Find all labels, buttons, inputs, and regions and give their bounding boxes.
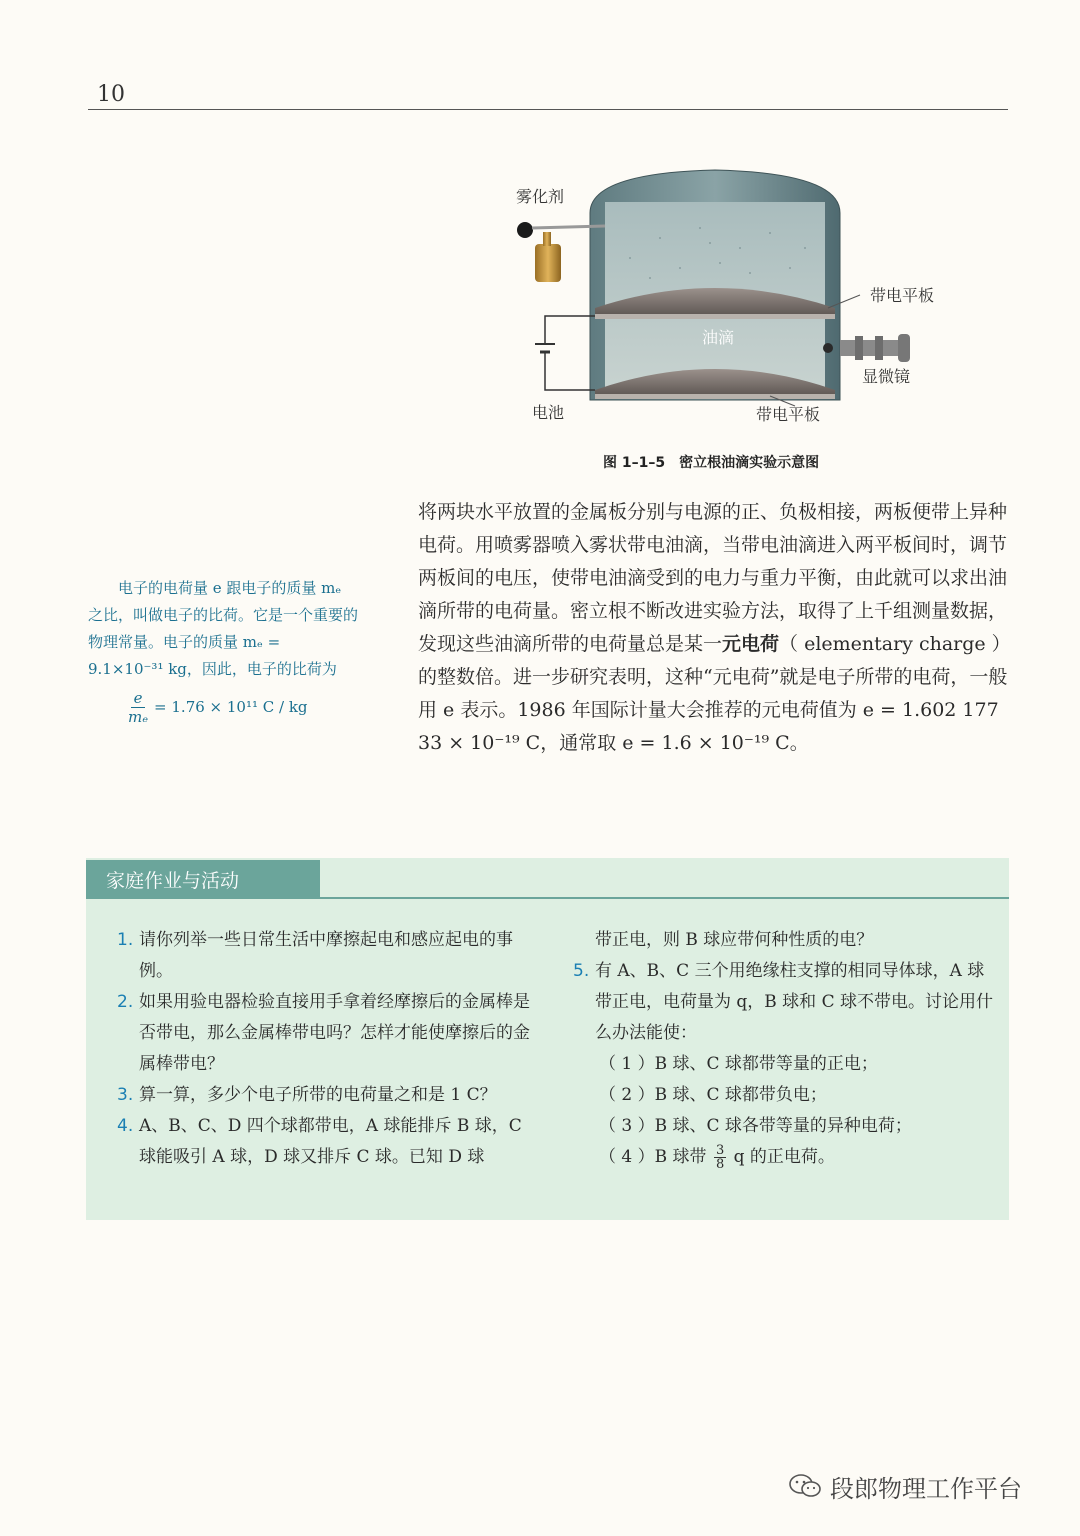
item-number: 2. bbox=[117, 992, 134, 1012]
specific-charge-formula bbox=[88, 689, 360, 726]
item-number: 1. bbox=[117, 930, 134, 950]
header-rule bbox=[88, 109, 1008, 110]
watermark bbox=[788, 1466, 1048, 1506]
homework-item bbox=[117, 925, 532, 987]
fraction-numerator: 3 bbox=[715, 1143, 725, 1158]
sub-item: （ 2 ）B 球、C 球都带负电； bbox=[599, 1085, 827, 1105]
homework-item bbox=[117, 987, 532, 1080]
item-text: 带正电，则 B 球应带何种性质的电？ bbox=[595, 930, 874, 950]
item-number bbox=[573, 925, 595, 956]
label-charged-plate-bottom: 带电平板 bbox=[756, 405, 821, 424]
main-text-part2: （ elementary charge ）的整数倍。进一步研究表明，这种“元电荷”就是电子所带的电荷，一般用 e 表示。1986 年国际计量大会推荐的元电荷值为 e = 1.602 177 33 × 10⁻¹⁹ C，通常取 e = 1.6 × 10⁻¹⁹ C。 bbox=[418, 633, 1008, 754]
item-text: 请你列举一些日常生活中摩擦起电和感应起电的事例。 bbox=[139, 930, 513, 981]
item-number: 4. bbox=[117, 1116, 134, 1136]
sub-item: （ 3 ）B 球、C 球各带等量的异种电荷； bbox=[599, 1116, 912, 1136]
formula-rhs: = 1.76 × 10¹¹ C / kg bbox=[154, 698, 308, 716]
main-text-part1: 将两块水平放置的金属板分别与电源的正、负极相接，两板便带上异种电荷。用喷雾器喷入雾状带电油滴，当带电油滴进入两平板间时，调节两板间的电压，使带电油滴受到的电力与重力平衡，由此就可以求出油滴所带的电荷量。密立根不断改进实验方法，取得了上千组测量数据，发现这些油滴所带的电荷量总是某一 bbox=[418, 501, 1008, 655]
sub-item bbox=[573, 1142, 993, 1173]
item-number: 3. bbox=[117, 1085, 134, 1105]
label-battery: 电池 bbox=[532, 403, 565, 422]
item-text: 有 A、B、C 三个用绝缘柱支撑的相同导体球，A 球带正电，电荷量为 q，B 球和 C 球不带电。讨论用什么办法能使： bbox=[595, 961, 993, 1043]
label-oil-drop: 油滴 bbox=[702, 328, 735, 347]
main-paragraph bbox=[418, 496, 1010, 760]
homework-item bbox=[117, 1111, 532, 1173]
homework-rule bbox=[86, 897, 1009, 899]
sidebar-note bbox=[88, 575, 360, 726]
label-charged-plate-top: 带电平板 bbox=[870, 286, 935, 305]
item-text: 算一算，多少个电子所带的电荷量之和是 1 C？ bbox=[139, 1085, 497, 1105]
millikan-figure bbox=[510, 168, 950, 438]
page-number: 10 bbox=[97, 82, 125, 107]
item-text: A、B、C、D 四个球都带电，A 球能排斥 B 球，C 球能吸引 A 球，D 球又排斥 C 球。已知 D 球 bbox=[139, 1116, 522, 1167]
item-text: 如果用验电器检验直接用手拿着经摩擦后的金属棒是否带电，那么金属棒带电吗？怎样才能使摩擦后的金属棒带电？ bbox=[139, 992, 530, 1074]
sub-item: （ 1 ）B 球、C 球都带等量的正电； bbox=[599, 1054, 878, 1074]
homework-item bbox=[573, 956, 993, 1049]
formula-numerator: e bbox=[131, 689, 146, 708]
fraction bbox=[714, 1144, 726, 1171]
formula-denominator: mₑ bbox=[128, 708, 149, 726]
label-microscope: 显微镜 bbox=[862, 367, 911, 386]
homework-left-column bbox=[117, 925, 532, 1173]
sub-item-prefix: （ 4 ）B 球带 bbox=[599, 1147, 707, 1167]
homework-item bbox=[117, 1080, 532, 1111]
figure-caption: 图 1–1–5 密立根油滴实验示意图 bbox=[603, 455, 820, 471]
homework-right-column bbox=[573, 925, 993, 1173]
sidenote-text: 电子的电荷量 e 跟电子的质量 mₑ 之比，叫做电子的比荷。它是一个重要的物理常量。电子的质量 mₑ = 9.1×10⁻³¹ kg，因此，电子的比荷为 bbox=[88, 579, 359, 678]
homework-title: 家庭作业与活动 bbox=[106, 870, 240, 892]
fraction-denominator: 8 bbox=[715, 1157, 725, 1172]
item-number: 5. bbox=[573, 961, 590, 981]
label-atomizer: 雾化剂 bbox=[516, 187, 565, 206]
term-elementary-charge: 元电荷 bbox=[722, 633, 780, 655]
wechat-icon bbox=[788, 1472, 822, 1500]
formula-fraction bbox=[128, 689, 148, 726]
watermark-text: 段郎物理工作平台 bbox=[830, 1474, 1022, 1503]
sub-item-suffix: q 的正电荷。 bbox=[733, 1147, 835, 1167]
homework-item-continued bbox=[573, 925, 993, 956]
